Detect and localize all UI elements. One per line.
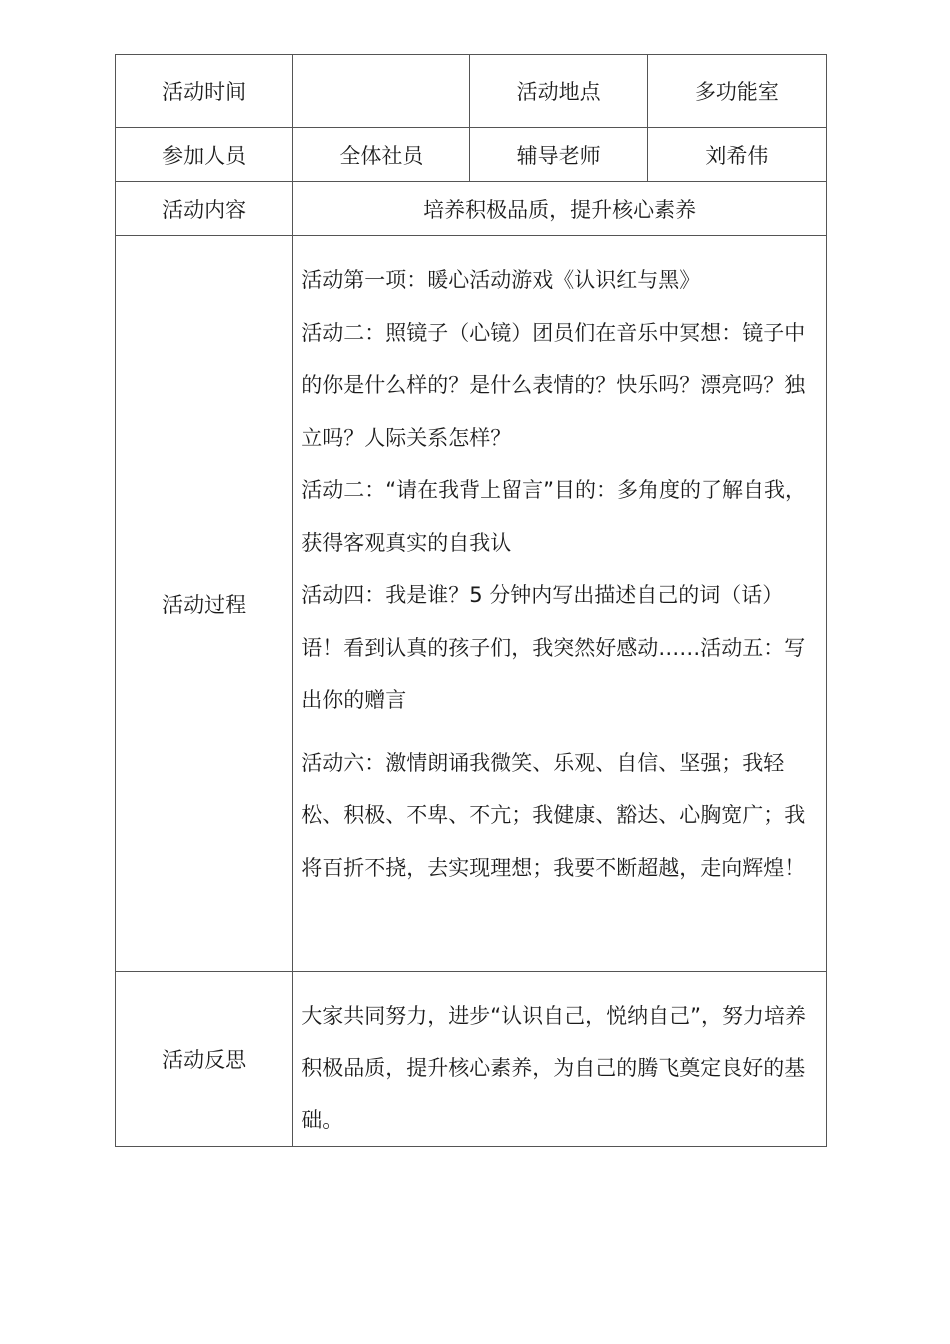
table-row — [116, 182, 827, 236]
process-paragraph-4: 活动四：我是谁？5 分钟内写出描述自己的词（话）语！看到认真的孩子们，我突然好感动……活动五：写出你的赠言 — [301, 583, 806, 712]
activity-record-table — [115, 54, 827, 1147]
table-row — [116, 128, 827, 182]
process-cell — [293, 236, 827, 972]
reflection-label: 活动反思 — [116, 972, 293, 1147]
process-label: 活动过程 — [116, 236, 293, 972]
content-value: 培养积极品质，提升核心素养 — [293, 182, 827, 236]
reflection-paragraph: 大家共同努力，进步“认识自己，悦纳自己”，努力培养积极品质，提升核心素养，为自己的腾飞奠定良好的基础。 — [301, 1004, 806, 1132]
table-row — [116, 236, 827, 972]
time-label: 活动时间 — [116, 55, 293, 128]
advisor-label: 辅导老师 — [470, 128, 647, 182]
reflection-cell — [293, 972, 827, 1147]
advisor-value: 刘希伟 — [647, 128, 826, 182]
content-label: 活动内容 — [116, 182, 293, 236]
table-row — [116, 972, 827, 1147]
process-paragraph-3: 活动二：“请在我背上留言”目的：多角度的了解自我，获得客观真实的自我认 — [301, 478, 806, 555]
reflection-text — [293, 972, 826, 1146]
process-paragraph-1: 活动第一项：暖心活动游戏《认识红与黑》 — [301, 268, 701, 292]
time-value — [293, 55, 470, 128]
process-paragraph-2: 活动二：照镜子（心镜）团员们在音乐中冥想：镜子中的你是什么样的？是什么表情的？快乐吗？漂亮吗？独立吗？人际关系怎样？ — [301, 320, 806, 450]
process-text — [293, 236, 826, 894]
process-paragraph-5: 活动六：激情朗诵我微笑、乐观、自信、坚强；我轻松、积极、不卑、不亢；我健康、豁达、心胸宽广；我将百折不挠，去实现理想；我要不断超越，走向辉煌！ — [301, 750, 806, 880]
table-row — [116, 55, 827, 128]
place-value: 多功能室 — [647, 55, 826, 128]
participants-value: 全体社员 — [293, 128, 470, 182]
participants-label: 参加人员 — [116, 128, 293, 182]
place-label: 活动地点 — [470, 55, 647, 128]
